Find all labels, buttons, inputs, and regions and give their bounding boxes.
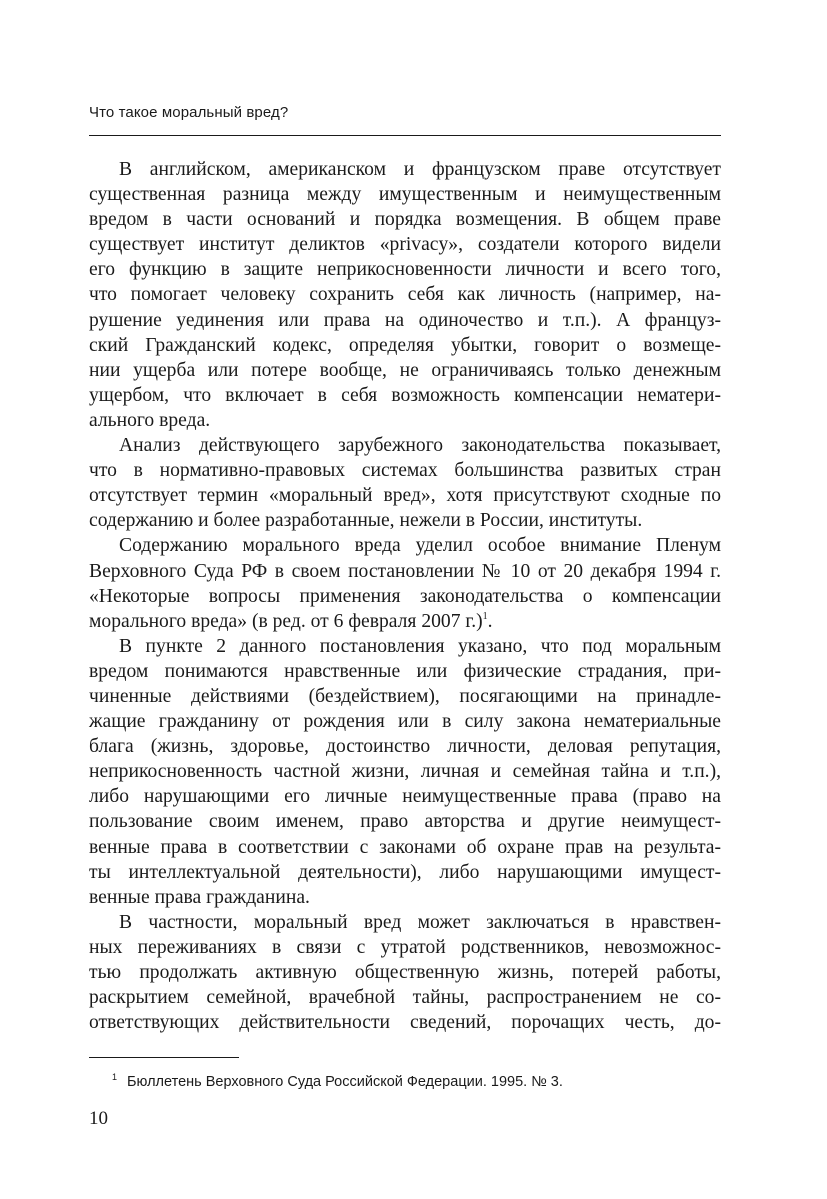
text-line: существует институт деликтов «privacy», создатели которого видели bbox=[89, 234, 721, 256]
text-line: тью продолжать активную общественную жизнь, потерей работы, bbox=[89, 962, 721, 983]
text-line: морального вреда» (в ред. от 6 февраля 2007 г.) bbox=[89, 610, 483, 632]
text-line: ущербом, что включает в себя возможность компенсации нематери- bbox=[89, 384, 721, 406]
text-line: венные права в соответствии с законами об охране прав на результа- bbox=[89, 836, 721, 858]
text-line: ального вреда. bbox=[89, 409, 211, 431]
text-line: нии ущерба или потере вообще, не ограничиваясь только денежным bbox=[89, 359, 721, 381]
footnote-reference[interactable]: 1 bbox=[482, 610, 488, 622]
text-line: Анализ действующего зарубежного законодательства показывает, bbox=[119, 435, 721, 457]
text-line: чиненные действиями (бездействием), посягающими на принадле- bbox=[89, 685, 721, 707]
text-line: что в нормативно-правовых системах большинства развитых стран bbox=[89, 460, 721, 482]
footnote-text: Бюллетень Верховного Суда Российской Федерации. 1995. № 3. bbox=[127, 1074, 563, 1090]
text-line: ты интеллектуальной деятельности), либо нарушающими имущест- bbox=[89, 861, 721, 883]
text-line: его функцию в защите неприкосновенности личности и всего того, bbox=[89, 259, 721, 281]
text-line: что помогает человеку сохранить себя как личность (например, на- bbox=[89, 284, 721, 306]
text-line: рушение уединения или права на одиночество и т.п.). А француз- bbox=[89, 309, 721, 331]
footnote-rule bbox=[89, 1057, 239, 1058]
running-header: Что такое моральный вред? bbox=[89, 104, 289, 121]
text-line: пользование своим именем, право авторства и другие неимущест- bbox=[89, 811, 721, 833]
footnote-mark: 1 bbox=[112, 1072, 118, 1082]
text-line: ных переживаниях в связи с утратой родственников, невозможнос- bbox=[89, 936, 721, 958]
text-line: венные права гражданина. bbox=[89, 886, 310, 908]
text-line: либо нарушающими его личные неимущественные права (право на bbox=[89, 786, 721, 808]
text-line: Содержанию морального вреда уделил особое внимание Пленум bbox=[119, 535, 721, 557]
text-line: В английском, американском и французском праве отсутствует bbox=[119, 159, 721, 180]
text-line: вредом в части оснований и порядка возмещения. В общем праве bbox=[89, 209, 721, 231]
text-line: раскрытием семейной, врачебной тайны, распространением не со- bbox=[89, 987, 721, 1009]
text-line: содержанию и более разработанные, нежели в России, институты. bbox=[89, 510, 643, 532]
header-rule bbox=[89, 135, 721, 136]
text-line: Верховного Суда РФ в своем постановлении № 10 от 20 декабря 1994 г. bbox=[89, 560, 721, 582]
text-line: неприкосновенность частной жизни, личная и семейная тайна и т.п.), bbox=[89, 761, 721, 783]
text-line: В пункте 2 данного постановления указано, что под моральным bbox=[119, 635, 721, 657]
text-line: существенная разница между имущественным и неимущественным bbox=[89, 184, 721, 206]
body-text bbox=[89, 157, 721, 1035]
page-number: 10 bbox=[89, 1108, 108, 1129]
text-line: вредом понимаются нравственные или физические страдания, при- bbox=[89, 660, 721, 682]
text-line: ответствующих действительности сведений, порочащих честь, до- bbox=[89, 1012, 721, 1034]
text-line: В частности, моральный вред может заключаться в нравствен- bbox=[119, 911, 721, 933]
footnote bbox=[112, 1072, 563, 1090]
text-line: отсутствует термин «моральный вред», хотя присутствуют сходные по bbox=[89, 485, 721, 507]
text-line: ский Гражданский кодекс, определяя убытки, говорит о возмеще- bbox=[89, 334, 721, 356]
text-line: блага (жизнь, здоровье, достоинство личности, деловая репутация, bbox=[89, 736, 721, 758]
text-line: «Некоторые вопросы применения законодательства о компенсации bbox=[89, 585, 721, 607]
text-line: жащие гражданину от рождения или в силу закона нематериальные bbox=[89, 711, 721, 733]
text-line-with-footnote: морального вреда» (в ред. от 6 февраля 2007 г.)$^1$. bbox=[89, 610, 493, 632]
